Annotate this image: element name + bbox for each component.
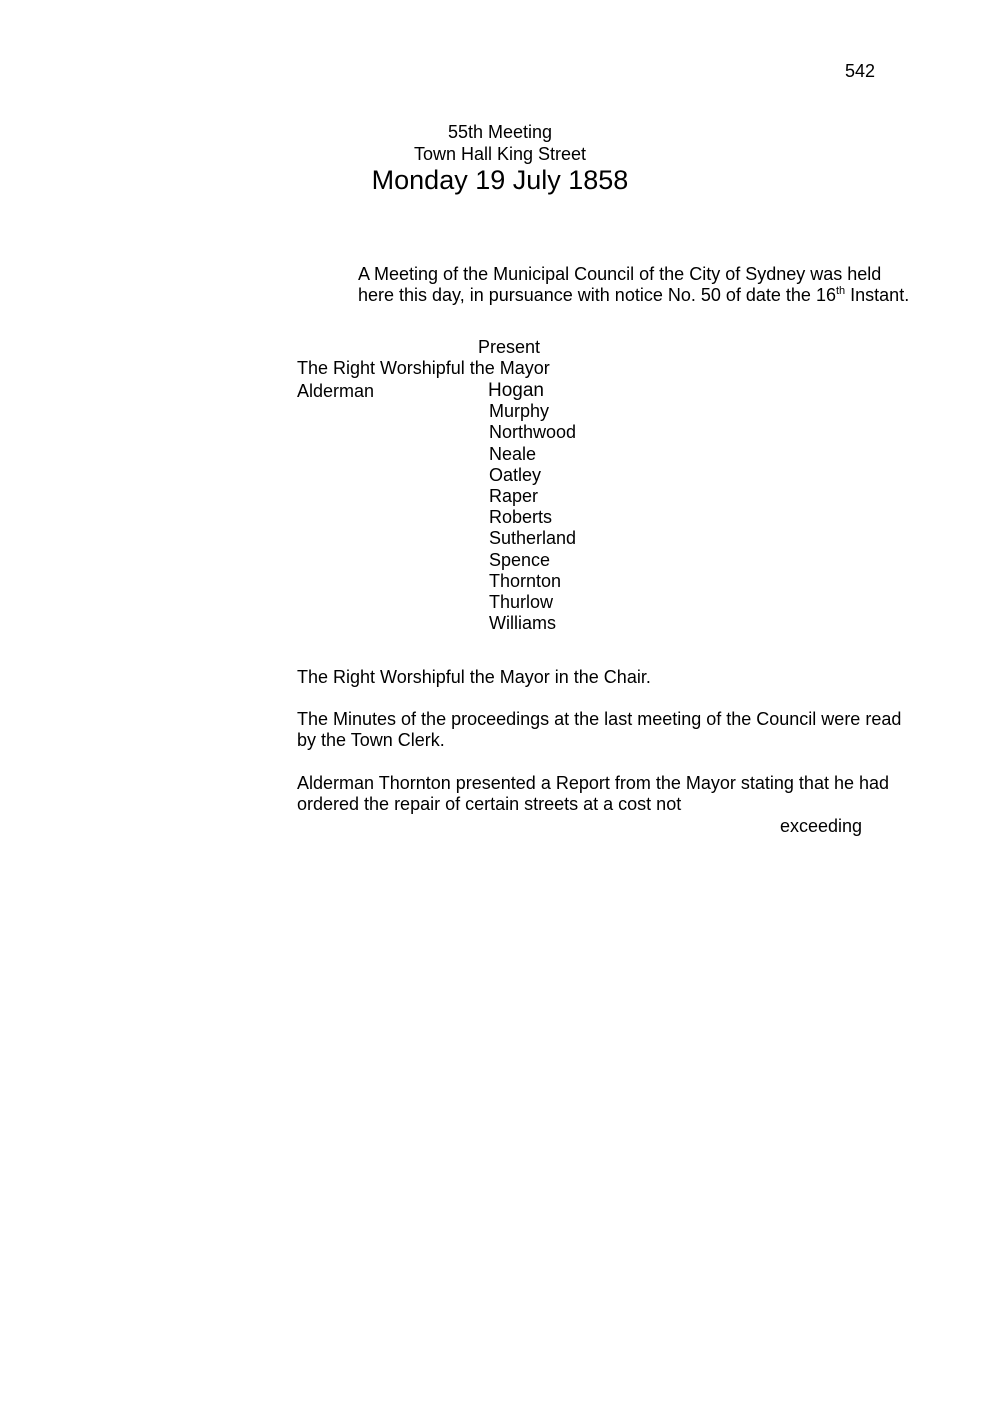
alderman-name: Thornton (489, 570, 562, 591)
alderman-name: Neale (489, 443, 537, 464)
alderman-label: Alderman (297, 381, 375, 401)
alderman-name: Oatley (489, 464, 542, 485)
alderman-name: Hogan (488, 380, 544, 401)
alderman-name: Thurlow (489, 591, 554, 612)
chair-paragraph: The Right Worshipful the Mayor in the Chair. (297, 667, 651, 687)
aldermen-list (489, 380, 576, 634)
alderman-name: Spence (489, 549, 551, 570)
page-number: 542 (845, 61, 876, 81)
alderman-name: Williams (489, 613, 556, 634)
alderman-name: Roberts (489, 507, 553, 528)
alderman-name: Northwood (489, 422, 577, 443)
intro-paragraph (358, 264, 918, 306)
meeting-number: 55th Meeting (447, 122, 553, 142)
meeting-date-heading: Monday 19 July 1858 (371, 165, 629, 195)
meeting-venue: Town Hall King Street (413, 144, 587, 164)
ordinal-suffix: th (835, 285, 846, 297)
report-paragraph: Alderman Thornton presented a Report from the Mayor stating that he had ordered the repair of certain streets at a cost not (297, 773, 890, 814)
mayor-line: The Right Worshipful the Mayor (297, 358, 550, 378)
present-label: Present (478, 337, 541, 357)
catchword: exceeding (780, 816, 863, 836)
alderman-name: Murphy (489, 401, 550, 422)
minutes-paragraph: The Minutes of the proceedings at the last meeting of the Council were read by the Town Clerk. (297, 709, 902, 750)
intro-text: A Meeting of the Municipal Council of the City of Sydney was held here this day, in pursuance with notice No. 50 of date the 16 (358, 264, 882, 305)
alderman-name: Sutherland (489, 528, 577, 549)
alderman-name: Raper (489, 485, 539, 506)
intro-text-end: Instant. (845, 285, 910, 305)
